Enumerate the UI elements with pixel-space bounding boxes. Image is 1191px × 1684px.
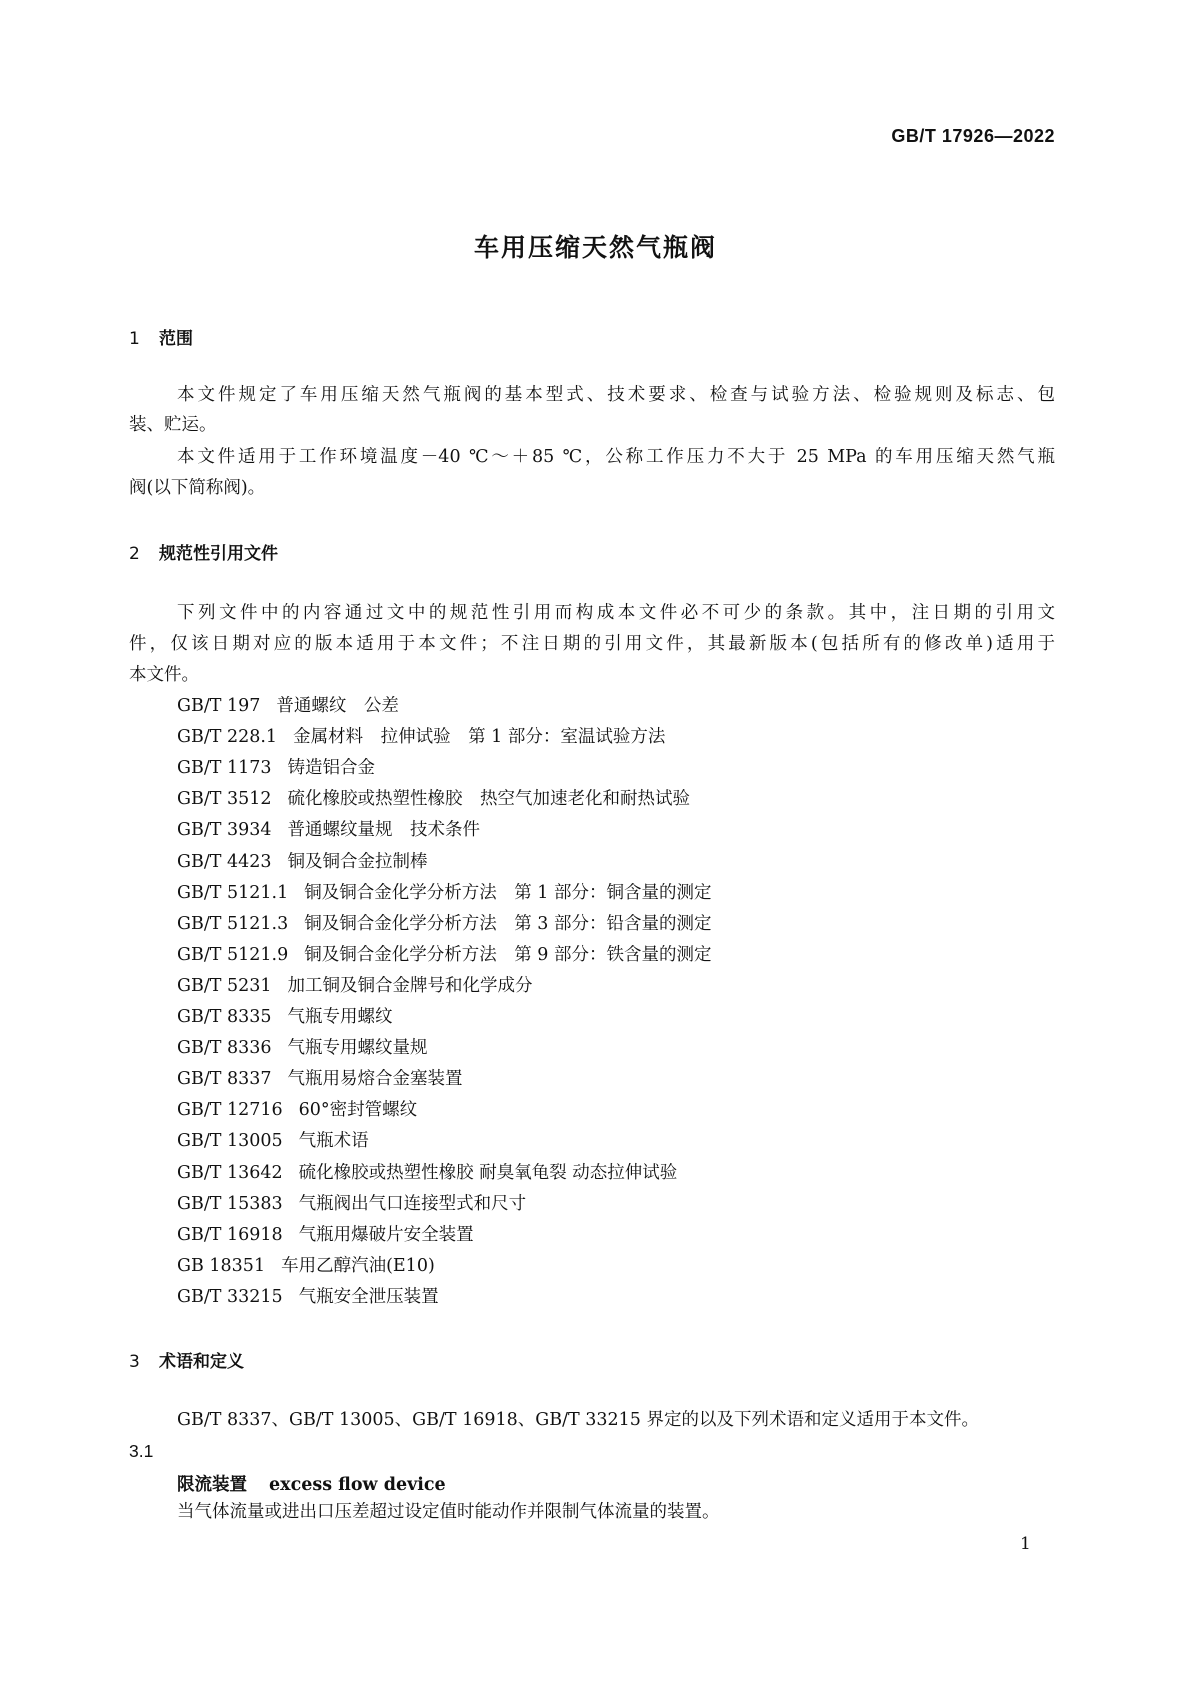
reference-code: GB/T 5121.3 (177, 913, 289, 934)
paragraph-line: 下列文件中的内容通过文中的规范性引用而构成本文件必不可少的条款。其中，注日期的引用文 (177, 603, 1055, 623)
paragraph-line: 本文件规定了车用压缩天然气瓶阀的基本型式、技术要求、检查与试验方法、检验规则及标志、包 (177, 385, 1055, 405)
reference-item (177, 758, 375, 778)
reference-item (177, 1163, 677, 1183)
reference-title: 气瓶阀出气口连接型式和尺寸 (298, 1193, 527, 1214)
reference-title: 气瓶术语 (298, 1131, 369, 1152)
reference-code: GB/T 5121.9 (177, 944, 289, 965)
term-number: 3.1 (129, 1441, 154, 1461)
page-title: 车用压缩天然气瓶阀 (473, 233, 717, 262)
reference-item (177, 883, 711, 903)
reference-item (177, 914, 711, 934)
document-number: GB/T 17926—2022 (891, 126, 1055, 146)
reference-item (177, 1069, 463, 1089)
paragraph-line: 装、贮运。 (129, 415, 217, 435)
page-number: 1 (1020, 1534, 1031, 1554)
reference-title: 加工铜及铜合金牌号和化学成分 (287, 975, 533, 996)
term-en: excess flow device (269, 1475, 446, 1495)
reference-code: GB/T 1173 (177, 758, 272, 779)
reference-code: GB/T 5121.1 (177, 882, 289, 903)
reference-item (177, 727, 665, 747)
term-heading (177, 1471, 446, 1496)
reference-title: 气瓶用易熔合金塞装置 (287, 1069, 463, 1090)
reference-code: GB/T 13005 (177, 1131, 283, 1152)
reference-code: GB/T 4423 (177, 851, 272, 872)
reference-item (177, 1007, 393, 1027)
reference-item (177, 945, 711, 965)
reference-code: GB/T 16918 (177, 1224, 283, 1245)
section-title: 术语和定义 (159, 1352, 244, 1372)
section-number: 3 (129, 1352, 140, 1372)
reference-item (177, 1287, 439, 1307)
reference-title: 车用乙醇汽油(E10) (281, 1255, 435, 1276)
reference-item (177, 1256, 435, 1276)
reference-code: GB/T 13642 (177, 1162, 283, 1183)
section-1-heading (129, 324, 193, 349)
reference-item (177, 1131, 369, 1151)
term-zh: 限流装置 (177, 1475, 247, 1495)
reference-title: 硫化橡胶或热塑性橡胶 耐臭氧龟裂 动态拉伸试验 (298, 1162, 678, 1183)
reference-title: 气瓶专用螺纹 (287, 1007, 393, 1027)
section-number: 2 (129, 544, 140, 564)
reference-code: GB/T 33215 (177, 1286, 283, 1307)
paragraph-line: 件，仅该日期对应的版本适用于本文件；不注日期的引用文件，其最新版本(包括所有的修改单)适用于 (129, 634, 1055, 654)
reference-title: 铜及铜合金化学分析方法 第 3 部分：铅含量的测定 (304, 913, 712, 934)
reference-title: 铜及铜合金化学分析方法 第 1 部分：铜含量的测定 (304, 882, 712, 903)
reference-code: GB/T 8337 (177, 1069, 272, 1090)
paragraph-line: 阀(以下简称阀)。 (129, 478, 266, 498)
reference-title: 金属材料 拉伸试验 第 1 部分：室温试验方法 (293, 727, 666, 748)
section-3-heading (129, 1347, 244, 1372)
section-title: 范围 (159, 329, 193, 349)
reference-item (177, 1100, 417, 1120)
reference-item (177, 820, 480, 840)
reference-item (177, 852, 428, 872)
reference-code: GB/T 5231 (177, 975, 272, 996)
reference-item (177, 696, 399, 716)
section-2-heading (129, 539, 278, 564)
reference-code: GB 18351 (177, 1255, 266, 1276)
reference-code: GB/T 8336 (177, 1038, 272, 1059)
reference-code: GB/T 15383 (177, 1193, 283, 1214)
reference-item (177, 1038, 428, 1058)
reference-code: GB/T 3512 (177, 789, 272, 810)
reference-code: GB/T 3934 (177, 820, 272, 841)
reference-code: GB/T 228.1 (177, 727, 278, 748)
reference-item (177, 1194, 526, 1214)
paragraph-line: 本文件适用于工作环境温度－40 ℃～＋85 ℃，公称工作压力不大于 25 MPa 的车用压缩天然气瓶 (177, 447, 1055, 467)
reference-title: 普通螺纹 公差 (276, 696, 399, 716)
section-number: 1 (129, 329, 140, 349)
reference-title: 60°密封管螺纹 (298, 1100, 418, 1121)
reference-title: 气瓶安全泄压装置 (298, 1286, 439, 1307)
reference-code: GB/T 12716 (177, 1100, 283, 1121)
reference-code: GB/T 197 (177, 696, 261, 716)
reference-title: 铜及铜合金拉制棒 (287, 851, 428, 872)
reference-item (177, 1225, 474, 1245)
terms-intro: GB/T 8337、GB/T 13005、GB/T 16918、GB/T 33215 界定的以及下列术语和定义适用于本文件。 (177, 1410, 979, 1430)
reference-item (177, 976, 533, 996)
reference-title: 气瓶专用螺纹量规 (287, 1038, 428, 1059)
reference-title: 硫化橡胶或热塑性橡胶 热空气加速老化和耐热试验 (287, 789, 691, 810)
reference-title: 铸造铝合金 (287, 758, 376, 779)
section-title: 规范性引用文件 (159, 544, 278, 564)
reference-title: 普通螺纹量规 技术条件 (287, 820, 481, 841)
paragraph-line: 本文件。 (129, 665, 199, 685)
reference-code: GB/T 8335 (177, 1007, 272, 1027)
reference-title: 气瓶用爆破片安全装置 (298, 1224, 474, 1245)
term-definition: 当气体流量或进出口压差超过设定值时能动作并限制气体流量的装置。 (177, 1502, 720, 1522)
reference-item (177, 789, 690, 809)
reference-title: 铜及铜合金化学分析方法 第 9 部分：铁含量的测定 (304, 944, 712, 965)
